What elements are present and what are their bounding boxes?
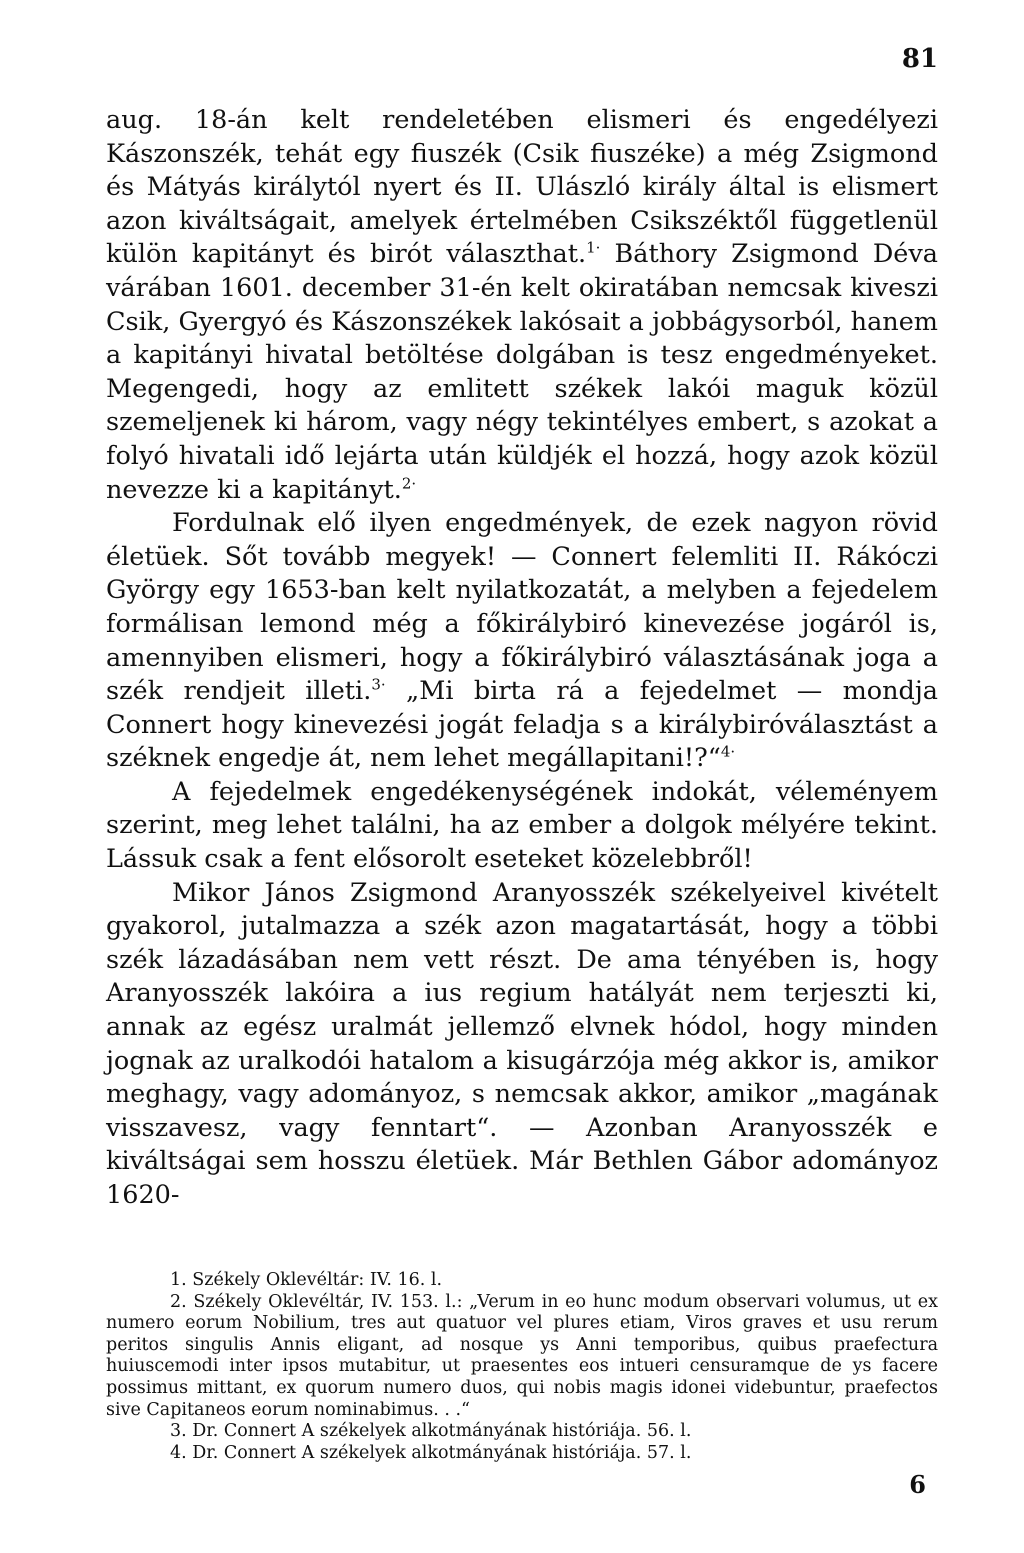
page-number: 81 [901,44,938,74]
footnote-ref-4: 4· [720,742,736,761]
paragraph-4: Mikor János Zsigmond Aranyosszék székelyeivel kivételt gyakorol, jutalmazza a szék azon magatartását, hogy a többi szék lázadásában nem vett részt. De ama tényében is, hogy Aranyosszék lakóira a ius regium hatályát nem terjeszti ki, annak az egész uralmát jellemző elvnek hódol, hogy minden jognak az uralkodói hatalom a kisugárzója még akkor is, amikor meghagy, vagy adományoz, s nemcsak akkor, amikor „magának visszavesz, vagy fenntart“. — Azonban Aranyosszék e kiváltságai sem hosszu életüek. Már Bethlen Gábor adományoz 1620- [106,877,938,1210]
paragraph-3: A fejedelmek engedékenységének indokát, véleményem szerint, meg lehet találni, ha az ember a dolgok mélyére tekint. Lássuk csak a fent elősorolt eseteket közelebbről! [106,776,938,875]
footnote-ref-1: 1· [586,238,601,257]
paragraph-1-text-a: aug. 18-án kelt rendeletében elismeri és engedélyezi Kászonszék, tehát egy fiuszék (Csik fiuszéke) a még Zsigmond és Mátyás királytól nyert és II. Ulászló király által is elismert azon kiváltságait, amelyek értelmében Csikszéktől függetlenül külön kapitányt és birót választhat. [106,105,938,270]
footnote-ref-2: 2· [401,474,417,493]
paragraph-2-text-a: Fordulnak elő ilyen engedmények, de ezek nagyon rövid életüek. Sőt tovább megyek! — Connert felemliti II. Rákóczi György egy 1653-ban kelt nyilatkozatát, a melyben a fejedelem formálisan lemond még a főkirálybiró kinevezése jogáról is, amennyiben elismeri, hogy a főkirálybiró választásának joga a szék rendjeit illeti. [106,508,938,707]
footnote-4: 4. Dr. Connert A székelyek alkotmányának históriája. 57. l. [170,1442,692,1463]
paragraph-2 [106,507,938,776]
paragraph-1 [106,104,938,507]
main-text [106,104,938,1213]
footnote-3: 3. Dr. Connert A székelyek alkotmányának históriája. 56. l. [170,1421,692,1442]
paragraph-1-text-b: Báthory Zsigmond Déva várában 1601. december 31-én kelt okiratában nemcsak kiveszi Csik, Gyergyó és Kászonszékek lakósait a jobbágysorból, hanem a kapitányi hivatal betöltése dolgában is tesz engedményeket. Megengedi, hogy az emlitett székek lakói maguk közül szemeljenek ki három, vagy négy tekintélyes embert, s azokat a folyó hivatali idő lejárta után küldjék el hozzá, hogy azok közül nevezze ki a kapitányt. [106,239,938,505]
footnote-2: 2. Székely Oklevéltár, IV. 153. l.: „Verum in eo hunc modum observari volumus, ut ex numero eorum Nobilium, tres aut quatuor vel plures etiam, Viros graves et usu rerum peritos singulis Annis eligant, ad nosque ys Anni temporibus, quibus praefectura huiuscemodi inter ipsos mutabitur, ut praesentes eos intueri censuramque de ys facere possimus mittant, ex quorum numero duos, qui nobis magis idonei videbuntur, praefectos sive Capitaneos eorum nominabimus. . .“ [106,1291,938,1420]
footnote-ref-3: 3· [371,675,386,694]
printer-signature-mark: 6 [909,1470,926,1499]
paragraph-2-text-b: „Mi birta rá a fejedelmet — mondja Connert hogy kinevezési jogát feladja s a királybiróválasztást a széknek engedje át, nem lehet megállapitani!?“ [106,676,938,774]
footnotes [106,1270,938,1464]
footnote-1: 1. Székely Oklevéltár: IV. 16. l. [170,1270,443,1290]
